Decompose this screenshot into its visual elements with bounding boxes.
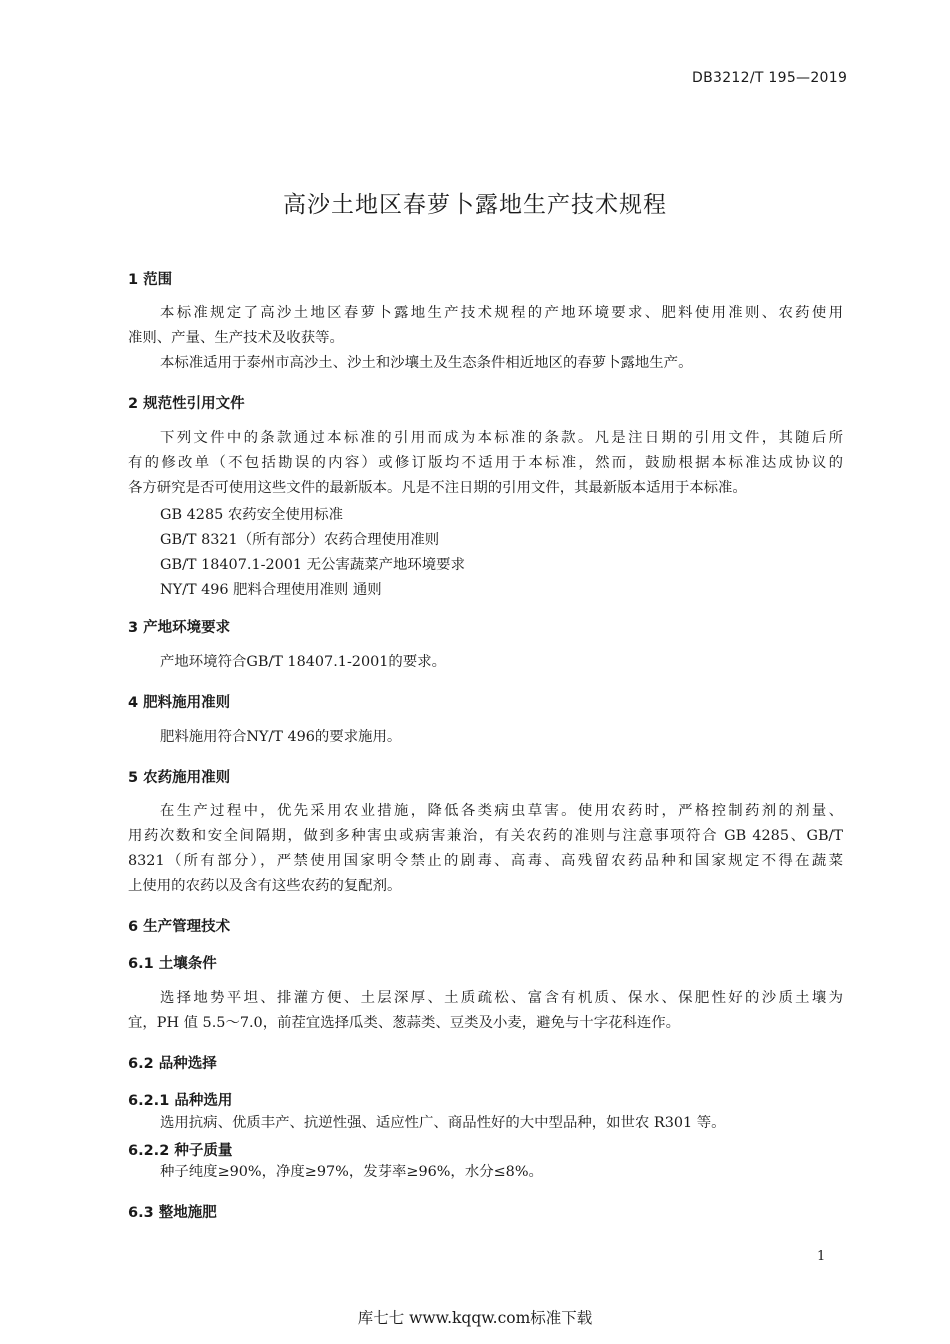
section-6-1-paragraph — [128, 986, 843, 1036]
page-number: 1 — [817, 1249, 826, 1264]
section-6-1-heading: 6.1 土壤条件 — [128, 956, 217, 972]
footer-watermark: 库七七 www.kqqw.com标准下载 — [357, 1309, 593, 1327]
reference-item: GB/T 18407.1-2001 无公害蔬菜产地环境要求 — [160, 557, 465, 573]
section-1-paragraph-2: 本标准适用于泰州市高沙土、沙土和沙壤土及生态条件相近地区的春萝卜露地生产。 — [160, 355, 693, 371]
text-line: 本标准规定了高沙土地区春萝卜露地生产技术规程的产地环境要求、肥料使用准则、农药使用 — [160, 305, 843, 321]
text-line: 准则、产量、生产技术及收获等。 — [128, 330, 344, 346]
document-id: DB3212/T 195—2019 — [692, 70, 848, 86]
section-2-heading: 2 规范性引用文件 — [128, 396, 245, 412]
section-5-paragraph — [128, 799, 843, 899]
text-line: 下列文件中的条款通过本标准的引用而成为本标准的条款。凡是注日期的引用文件，其随后所 — [160, 430, 843, 446]
section-1-paragraph-1 — [128, 301, 843, 351]
text-line: 有的修改单（不包括勘误的内容）或修订版均不适用于本标准，然而，鼓励根据本标准达成协议的 — [128, 455, 843, 471]
reference-item: GB/T 8321（所有部分）农药合理使用准则 — [160, 532, 440, 548]
section-5-heading: 5 农药施用准则 — [128, 770, 231, 786]
section-3-paragraph: 产地环境符合GB/T 18407.1-2001的要求。 — [160, 654, 446, 670]
text-line: 8321（所有部分），严禁使用国家明令禁止的剧毒、高毒、高残留农药品种和国家规定不得在蔬菜 — [128, 853, 843, 869]
section-6-heading: 6 生产管理技术 — [128, 919, 231, 935]
document-title: 高沙土地区春萝卜露地生产技术规程 — [283, 192, 667, 218]
text-line: 选择地势平坦、排灌方便、土层深厚、土质疏松、富含有机质、保水、保肥性好的沙质土壤为 — [160, 990, 843, 1006]
text-line: 在生产过程中，优先采用农业措施，降低各类病虫草害。使用农药时，严格控制药剂的剂量、 — [160, 803, 843, 819]
section-4-paragraph: 肥料施用符合NY/T 496的要求施用。 — [160, 729, 402, 745]
reference-item: NY/T 496 肥料合理使用准则 通则 — [160, 582, 382, 598]
section-6-2-heading: 6.2 品种选择 — [128, 1056, 217, 1072]
section-3-heading: 3 产地环境要求 — [128, 620, 231, 636]
section-6-3-heading: 6.3 整地施肥 — [128, 1205, 217, 1221]
text-line: 用药次数和安全间隔期，做到多种害虫或病害兼治，有关农药的准则与注意事项符合 GB 4285、GB/T — [128, 828, 843, 844]
section-1-heading: 1 范围 — [128, 272, 173, 288]
section-6-2-1-heading: 6.2.1 品种选用 — [128, 1093, 233, 1109]
text-line: 各方研究是否可使用这些文件的最新版本。凡是不注日期的引用文件，其最新版本适用于本标准。 — [128, 480, 747, 496]
section-4-heading: 4 肥料施用准则 — [128, 695, 231, 711]
text-line: 宜，PH 值 5.5～7.0，前茬宜选择瓜类、葱蒜类、豆类及小麦，避免与十字花科连作。 — [128, 1015, 681, 1031]
section-2-paragraph — [128, 426, 843, 501]
section-6-2-2-paragraph: 种子纯度≥90%，净度≥97%，发芽率≥96%，水分≤8%。 — [160, 1164, 543, 1180]
section-6-2-2-heading: 6.2.2 种子质量 — [128, 1143, 233, 1159]
text-line: 上使用的农药以及含有这些农药的复配剂。 — [128, 878, 402, 894]
section-6-2-1-paragraph: 选用抗病、优质丰产、抗逆性强、适应性广、商品性好的大中型品种，如世农 R301 等。 — [160, 1115, 726, 1131]
reference-item: GB 4285 农药安全使用标准 — [160, 507, 343, 523]
